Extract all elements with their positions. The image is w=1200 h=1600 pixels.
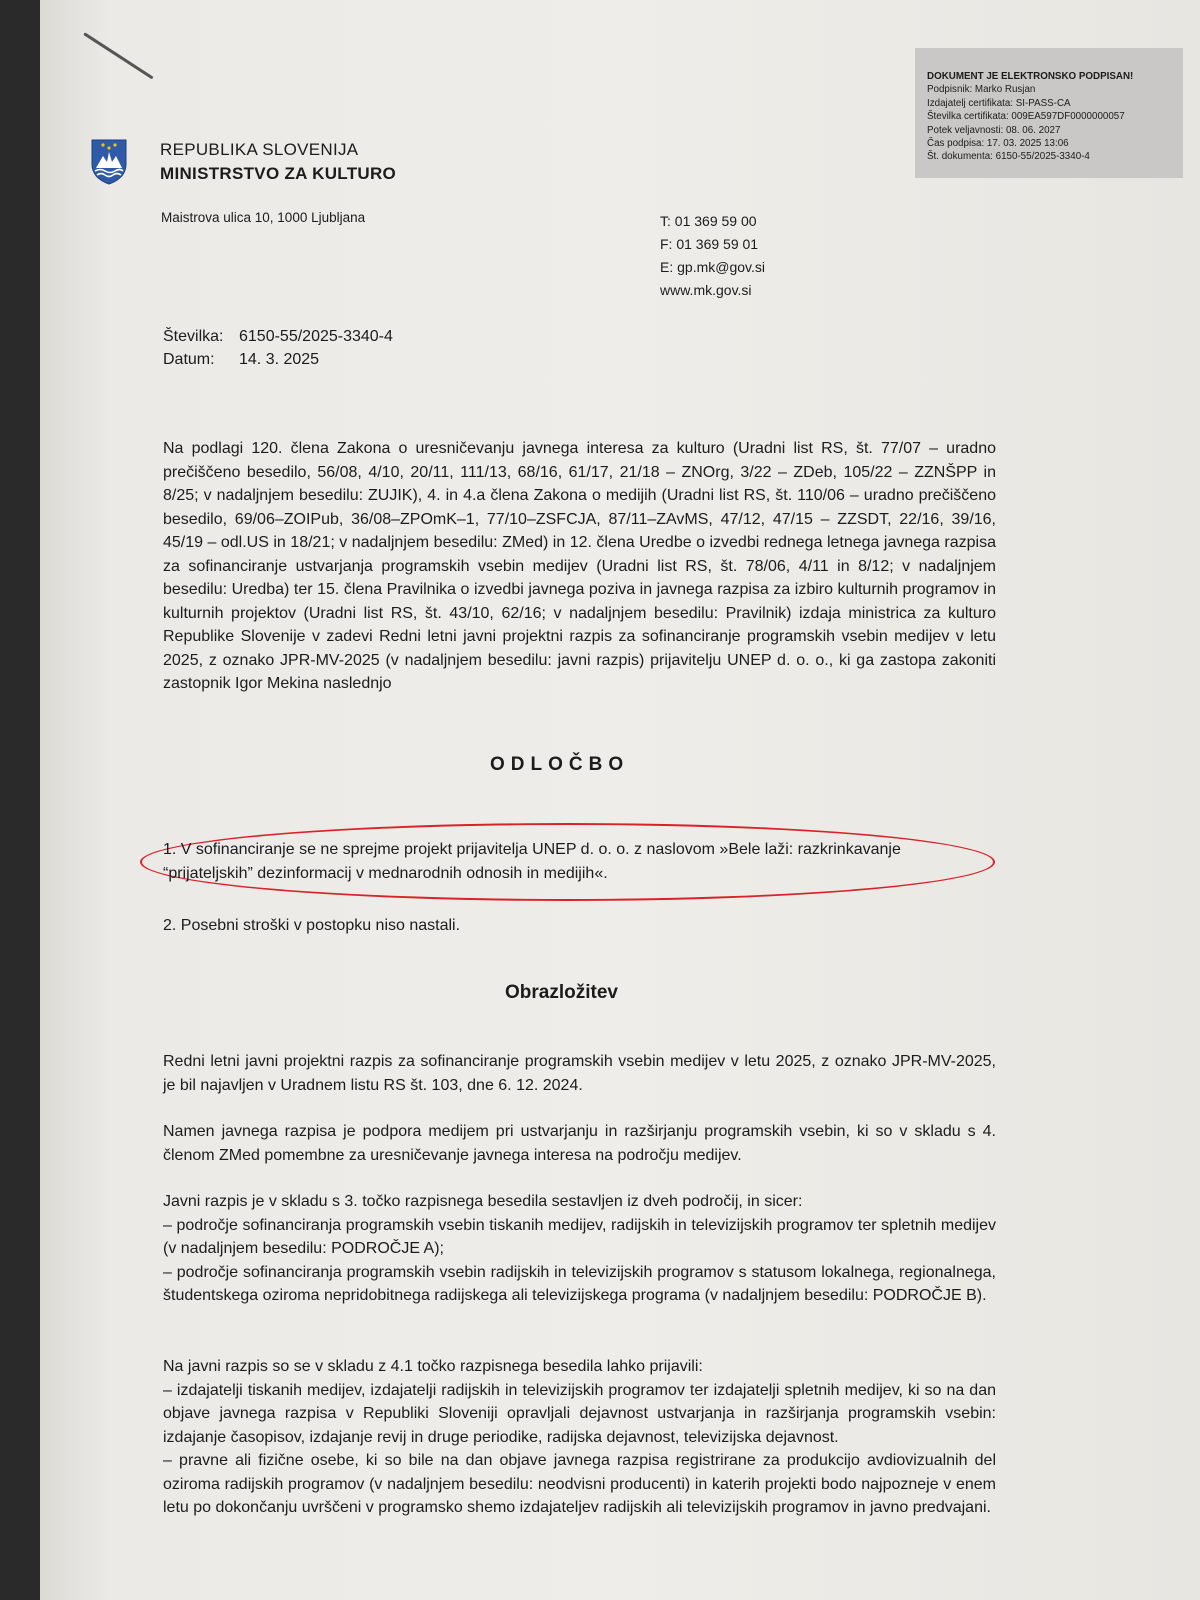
fax-number: F: 01 369 59 01 — [660, 236, 759, 252]
email-address: E: gp.mk@gov.si — [660, 259, 765, 275]
decision-point-1: 1. V sofinanciranje se ne sprejme projekt prijavitelja UNEP d. o. o. z naslovom »Bele laži: razkrinkavanje “prijateljskih” dezinformacij v mednarodnih odnosih in medijih«. — [163, 841, 901, 882]
stamp-line: Izdajatelj certifikata: SI-PASS-CA — [927, 97, 1071, 109]
list-item: – področje sofinanciranja programskih vsebin radijskih in televizijskih programov s statusom lokalnega, regionalnega, študentskega oziroma nepridobitnega radijskega ali televizijskega programa (v nadaljnjem besedilu: PODROČJE B). — [163, 1263, 996, 1304]
ministry-address: Maistrova ulica 10, 1000 Ljubljana — [161, 210, 366, 225]
document-date: 14. 3. 2025 — [239, 351, 320, 368]
decision-point-2: 2. Posebni stroški v postopku niso nastali. — [163, 917, 461, 934]
ministry-name: MINISTRSTVO ZA KULTURO — [160, 164, 397, 183]
stamp-title: DOKUMENT JE ELEKTRONSKO PODPISAN! — [927, 71, 1134, 82]
stamp-line: Št. dokumenta: 6150-55/2025-3340-4 — [927, 151, 1090, 163]
stamp-line: Podpisnik: Marko Rusjan — [927, 84, 1036, 96]
paragraph-intro: Javni razpis je v skladu s 3. točko razpisnega besedila sestavljen iz dveh področij, in sicer: — [163, 1193, 803, 1210]
intro-paragraph: Na podlagi 120. člena Zakona o uresničevanju javnega interesa za kulturo (Uradni list RS, št. 77/07 – uradno prečiščeno besedilo, 56/08, 4/10, 20/11, 111/13, 68/16, 61/17, 21/18 – ZNOrg, 3/22 – ZDeb, 105/22 – ZZNŠPP in 8/25; v nadaljnjem besedilu: ZUJIK), 4. in 4.a člena Zakona o medijih (Uradni list RS, št. 110/06 – uradno prečiščeno besedilo, 69/06–ZOIPub, 36/08–ZPOmK–1, 77/10–ZSFCJA, 87/11–ZAvMS, 47/12, 47/15 – ZZSDT, 22/16, 39/16, 45/19 – odl.US in 18/21; v nadaljnjem besedilu: ZMed) in 12. člena Uredbe o izvedbi rednega letnega javnega razpisa za sofinanciranje ustvarjanja programskih vsebin medijev (Uradni list RS, št. 78/06, 4/11 in 8/12; v nadaljnjem besedilu: Uredba) ter 15. člena Pravilnika o izvedbi javnega poziva in javnega razpisa za izbiro kulturnih programov in kulturnih projektov (Uradni list RS, št. 43/10, 62/16; v nadaljnjem besedilu: Pravilnik) izdaja ministrica za kulturo Republike Slovenije v zadevi Redni letni javni projektni razpis za sofinanciranje programskih vsebin medijev v letu 2025, z oznako JPR-MV-2025 (v nadaljnjem besedilu: javni razpis) prijavitelju UNEP d. o. o., ki ga zastopa zakoniti zastopnik Igor Mekina naslednjo — [163, 440, 996, 692]
letterhead — [160, 138, 396, 186]
decision-heading: ODLOČBO — [490, 754, 630, 775]
document-meta — [163, 325, 393, 371]
stamp-line: Številka certifikata: 009EA597DF0000000057 — [927, 111, 1125, 123]
list-item: – področje sofinanciranja programskih vsebin tiskanih medijev, radijskih in televizijskih programov ter spletnih medijev (v nadaljnjem besedilu: PODROČJE A); — [163, 1216, 996, 1257]
date-label: Datum: — [163, 351, 215, 368]
reasoning-paragraph-1: Redni letni javni projektni razpis za sofinanciranje programskih vsebin medijev v letu 2025, z oznako JPR-MV-2025, je bil najavljen v Uradnem listu RS št. 103, dne 6. 12. 2024. — [163, 1053, 996, 1094]
list-item: – pravne ali fizične osebe, ki so bile na dan objave javnega razpisa registrirane za produkcijo avdiovizualnih del oziroma radijskih programov (v nadaljnjem besedilu: neodvisni producenti) in katerih projekti bodo najpozneje v enem letu po dokončanju uvrščeni v programsko shemo izdajateljev radijskih ali televizijskih programov in javno predvajani. — [163, 1452, 996, 1516]
coat-of-arms-icon — [90, 138, 128, 186]
paragraph-intro: Na javni razpis so se v skladu z 4.1 točko razpisnega besedila lahko prijavili: — [163, 1358, 703, 1375]
reasoning-heading: Obrazložitev — [505, 982, 618, 1003]
contact-block — [660, 210, 765, 302]
number-label: Številka: — [163, 328, 224, 345]
staple-mark — [83, 32, 153, 79]
signature-stamp — [915, 48, 1183, 178]
document-number: 6150-55/2025-3340-4 — [239, 328, 393, 345]
phone-number: T: 01 369 59 00 — [660, 213, 757, 229]
website: www.mk.gov.si — [660, 282, 752, 298]
list-item: – izdajatelji tiskanih medijev, izdajatelji radijskih in televizijskih programov ter izdajatelji spletnih medijev, ki so na dan objave javnega razpisa v Republiki Sloveniji opravljali dejavnost ustvarjanja in razširjanja programskih vsebin: izdajanje časopisov, izdajanje revij in druge periodike, radijska dejavnost, televizijska dejavnost. — [163, 1381, 996, 1446]
reasoning-paragraph-2: Namen javnega razpisa je podpora medijem pri ustvarjanju in razširjanju programskih vsebin, ki so v skladu s 4. členom ZMed pomembne za uresničevanje javnega interesa na področju medijev. — [163, 1123, 996, 1164]
republic-name: REPUBLIKA SLOVENIJA — [160, 140, 359, 159]
reasoning-paragraph-4 — [163, 1355, 996, 1520]
stamp-line: Potek veljavnosti: 08. 06. 2027 — [927, 124, 1061, 136]
stamp-line: Čas podpisa: 17. 03. 2025 13:06 — [927, 138, 1069, 150]
reasoning-paragraph-3 — [163, 1190, 996, 1308]
